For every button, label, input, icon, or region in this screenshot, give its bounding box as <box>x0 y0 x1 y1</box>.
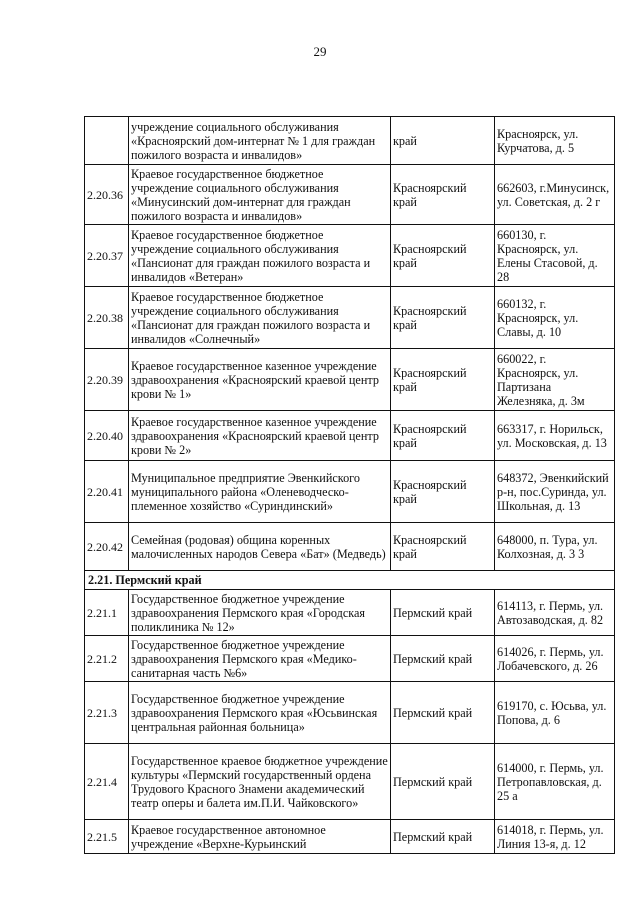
rows-krasnoyarsk <box>85 117 615 571</box>
table-row <box>85 117 615 165</box>
institution-name: Государственное бюджетное учреждение здравоохранения Пермского края «Городская поликлиника № 12» <box>129 590 391 636</box>
institution-name: Краевое государственное автономное учреждение «Верхне-Курьинский <box>129 820 391 854</box>
region: Красноярский край <box>391 287 495 349</box>
region: Красноярский край <box>391 461 495 523</box>
region: край <box>391 117 495 165</box>
institution-name: Семейная (родовая) община коренных малочисленных народов Севера «Бат» (Медведь) <box>129 523 391 571</box>
institution-name: Краевое государственное казенное учреждение здравоохранения «Красноярский краевой центр крови № 2» <box>129 411 391 461</box>
table-row <box>85 682 615 744</box>
address: Красноярск, ул. Курчатова, д. 5 <box>495 117 615 165</box>
table-row <box>85 744 615 820</box>
table-row <box>85 165 615 225</box>
table-row <box>85 349 615 411</box>
row-number: 2.20.39 <box>85 349 129 411</box>
institution-name: Государственное краевое бюджетное учреждение культуры «Пермский государственный ордена Трудового Красного Знамени академический театр оперы и балета им.П.И. Чайковского» <box>129 744 391 820</box>
section-title: 2.21. Пермский край <box>85 571 615 590</box>
row-number: 2.21.4 <box>85 744 129 820</box>
institution-name: Государственное бюджетное учреждение здравоохранения Пермского края «Юсьвинская центральная районная больница» <box>129 682 391 744</box>
row-number: 2.20.37 <box>85 225 129 287</box>
institution-name: Краевое государственное бюджетное учреждение социального обслуживания «Пансионат для граждан пожилого возраста и инвалидов «Солнечный» <box>129 287 391 349</box>
section-header-row <box>85 571 615 590</box>
region: Пермский край <box>391 590 495 636</box>
section-perm <box>85 571 615 590</box>
row-number: 2.20.42 <box>85 523 129 571</box>
institution-name: Государственное бюджетное учреждение здравоохранения Пермского края «Медико-санитарная часть №6» <box>129 636 391 682</box>
table-row <box>85 225 615 287</box>
table-row <box>85 590 615 636</box>
row-number: 2.21.1 <box>85 590 129 636</box>
address: 663317, г. Норильск, ул. Московская, д. 13 <box>495 411 615 461</box>
row-number: 2.20.41 <box>85 461 129 523</box>
region: Красноярский край <box>391 225 495 287</box>
address: 648000, п. Тура, ул. Колхозная, д. 3 3 <box>495 523 615 571</box>
row-number: 2.21.5 <box>85 820 129 854</box>
address: 614018, г. Пермь, ул. Линия 13-я, д. 12 <box>495 820 615 854</box>
region: Пермский край <box>391 744 495 820</box>
row-number: 2.20.40 <box>85 411 129 461</box>
address: 662603, г.Минусинск, ул. Советская, д. 2 г <box>495 165 615 225</box>
institution-name: Краевое государственное бюджетное учреждение социального обслуживания «Минусинский дом-интернат для граждан пожилого возраста и инвалидов» <box>129 165 391 225</box>
page-number: 29 <box>313 44 327 59</box>
address: 619170, с. Юсьва, ул. Попова, д. 6 <box>495 682 615 744</box>
address: 614026, г. Пермь, ул. Лобачевского, д. 26 <box>495 636 615 682</box>
table-row <box>85 820 615 854</box>
region: Красноярский край <box>391 165 495 225</box>
table-row <box>85 523 615 571</box>
institution-name: учреждение социального обслуживания «Красноярский дом-интернат № 1 для граждан пожилого возраста и инвалидов» <box>129 117 391 165</box>
region: Пермский край <box>391 820 495 854</box>
registry-table <box>84 116 615 854</box>
address: 660022, г. Красноярск, ул. Партизана Железняка, д. 3м <box>495 349 615 411</box>
institution-name: Краевое государственное бюджетное учреждение социального обслуживания «Пансионат для граждан пожилого возраста и инвалидов «Ветеран» <box>129 225 391 287</box>
region: Красноярский край <box>391 411 495 461</box>
row-number: 2.20.38 <box>85 287 129 349</box>
institution-name: Краевое государственное казенное учреждение здравоохранения «Красноярский краевой центр крови № 1» <box>129 349 391 411</box>
table-row <box>85 411 615 461</box>
region: Красноярский край <box>391 523 495 571</box>
region: Пермский край <box>391 636 495 682</box>
address: 648372, Эвенкийский р-н, пос.Суринда, ул. Школьная, д. 13 <box>495 461 615 523</box>
institution-name: Муниципальное предприятие Эвенкийского муниципального района «Оленеводческо-племенное хозяйство «Суриндинский» <box>129 461 391 523</box>
region: Пермский край <box>391 682 495 744</box>
row-number: 2.21.2 <box>85 636 129 682</box>
address: 660132, г. Красноярск, ул. Славы, д. 10 <box>495 287 615 349</box>
table-row <box>85 636 615 682</box>
table-row <box>85 461 615 523</box>
address: 614113, г. Пермь, ул. Автозаводская, д. 82 <box>495 590 615 636</box>
row-number: 2.21.3 <box>85 682 129 744</box>
region: Красноярский край <box>391 349 495 411</box>
address: 660130, г. Красноярск, ул. Елены Стасовой, д. 28 <box>495 225 615 287</box>
table-row <box>85 287 615 349</box>
address: 614000, г. Пермь, ул. Петропавловская, д. 25 а <box>495 744 615 820</box>
row-number: 2.20.36 <box>85 165 129 225</box>
rows-perm <box>85 590 615 854</box>
row-number <box>85 117 129 165</box>
